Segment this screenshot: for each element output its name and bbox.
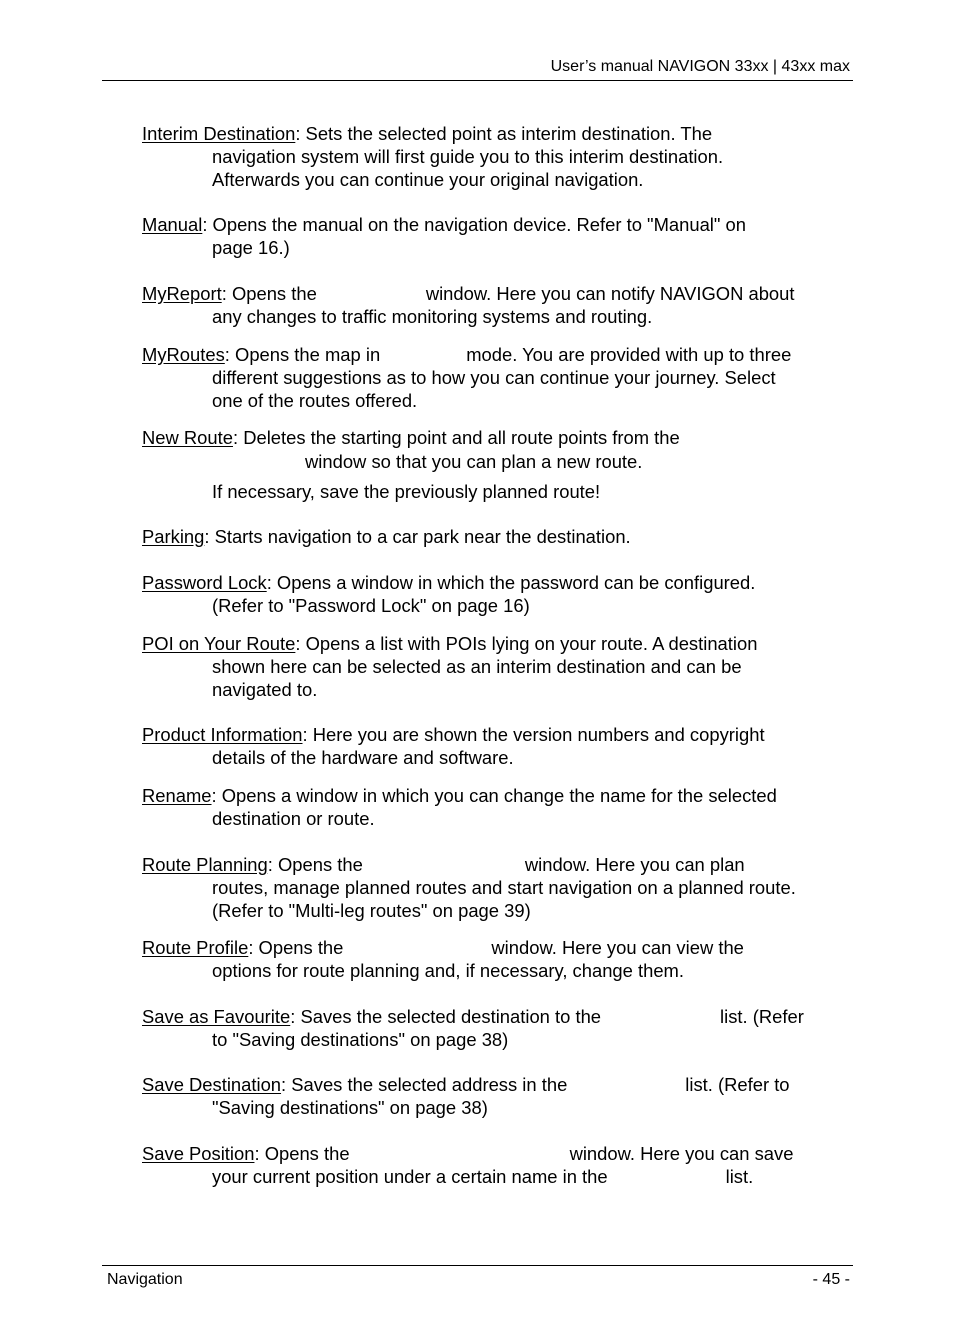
term-new-route: New Route [142,427,233,448]
entry-poi-on-your-route: POI on Your Route: Opens a list with POIs lying on your route. A destination shown here can be selected as an interim destination and can be navigated to. [142,633,758,700]
entry-rename: Rename: Opens a window in which you can change the name for the selected destination or route. [142,785,777,829]
term-product-information: Product Information [142,724,303,745]
footer-section: Navigation [107,1271,183,1288]
new-route-note: If necessary, save the previously planned route! [212,481,601,502]
page-number: - 45 - [812,1271,850,1288]
entry-parking: Parking: Starts navigation to a car park near the destination. [142,526,631,547]
term-route-profile: Route Profile [142,937,249,958]
term-password-lock: Password Lock [142,572,267,593]
term-poi-on-your-route: POI on Your Route [142,633,296,654]
entry-interim-destination: Interim Destination: Sets the selected point as interim destination. The navigation system will first guide you to this interim destination. Afterwards you can continue your original navigation. [142,123,724,190]
term-myreport: MyReport [142,283,222,304]
term-manual: Manual [142,214,203,235]
term-myroutes: MyRoutes [142,344,225,365]
entry-route-profile: Route Profile: Opens the window. Here you can view the options for route planning and, if necessary, change them. [142,937,744,981]
entry-product-information: Product Information: Here you are shown the version numbers and copyright details of the hardware and software. [142,724,765,768]
entry-save-as-favourite: Save as Favourite: Saves the selected destination to the list. (Refer to "Saving destinations" on page 38) [142,1006,804,1050]
term-save-position: Save Position [142,1143,255,1164]
entry-password-lock: Password Lock: Opens a window in which the password can be configured. (Refer to "Password Lock" on page 16) [142,572,756,616]
entry-save-destination: Save Destination: Saves the selected address in the list. (Refer to "Saving destinations" on page 38) [142,1074,790,1118]
entry-manual: Manual: Opens the manual on the navigation device. Refer to "Manual" on page 16.) [142,214,746,258]
entry-save-position: Save Position: Opens the window. Here you can save your current position under a certain name in the list. [142,1143,794,1187]
term-rename: Rename [142,785,212,806]
term-save-as-favourite: Save as Favourite [142,1006,291,1027]
term-route-planning: Route Planning [142,854,268,875]
entry-myroutes: MyRoutes: Opens the map in mode. You are provided with up to three different suggestions as to how you can continue your journey. Select one of the routes offered. [142,344,792,411]
entry-route-planning: Route Planning: Opens the window. Here you can plan routes, manage planned routes and start navigation on a planned route. (Refer to "Multi-leg routes" on page 39) [142,854,796,921]
term-parking: Parking [142,526,205,547]
header-title: User’s manual NAVIGON 33xx | 43xx max [550,58,850,75]
term-interim-destination: Interim Destination [142,123,296,144]
entry-myreport: MyReport: Opens the window. Here you can notify NAVIGON about any changes to traffic monitoring systems and routing. [142,283,795,327]
footer-rule [102,1265,853,1266]
header-rule [102,80,853,81]
term-save-destination: Save Destination [142,1074,282,1095]
entry-new-route: New Route: Deletes the starting point and all route points from the window so that you can plan a new route. [142,427,680,472]
